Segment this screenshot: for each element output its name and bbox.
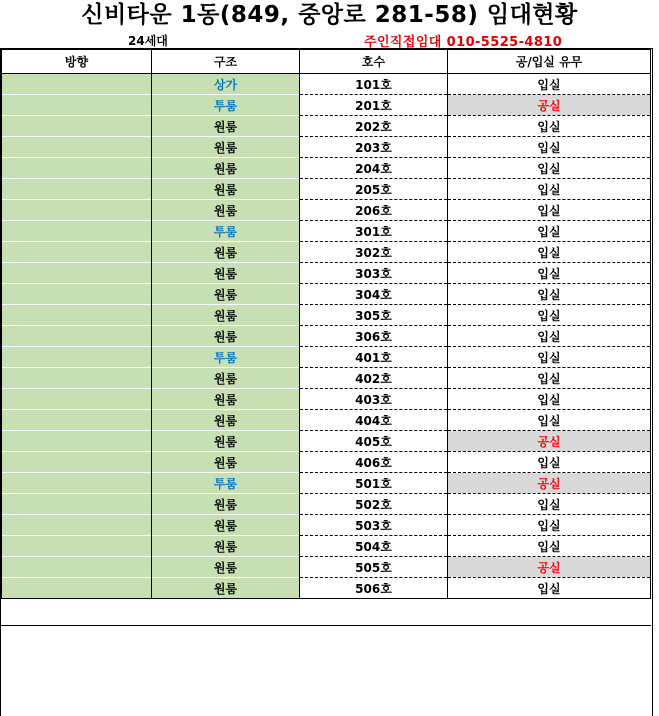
cell-unit[interactable]: 505호 [300, 557, 448, 578]
subtitle-row [0, 30, 659, 48]
cell-direction[interactable] [2, 326, 152, 347]
table-row [2, 473, 651, 494]
table-row [2, 221, 651, 242]
cell-direction[interactable] [2, 389, 152, 410]
table-row [2, 158, 651, 179]
cell-status[interactable]: 입실 [448, 347, 651, 368]
table-row [2, 557, 651, 578]
cell-direction[interactable] [2, 284, 152, 305]
cell-unit[interactable]: 506호 [300, 578, 448, 599]
header-direction: 방향 [2, 50, 152, 74]
cell-structure[interactable]: 원룸 [152, 116, 300, 137]
cell-unit[interactable]: 405호 [300, 431, 448, 452]
cell-direction[interactable] [2, 368, 152, 389]
cell-structure[interactable]: 원룸 [152, 326, 300, 347]
cell-structure[interactable]: 투룸 [152, 347, 300, 368]
table-row [2, 137, 651, 158]
cell-direction[interactable] [2, 116, 152, 137]
table-row [2, 326, 651, 347]
cell-unit[interactable]: 504호 [300, 536, 448, 557]
header-structure: 구조 [152, 50, 300, 74]
cell-direction[interactable] [2, 263, 152, 284]
cell-direction[interactable] [2, 536, 152, 557]
cell-status[interactable]: 입실 [448, 326, 651, 347]
cell-unit[interactable]: 306호 [300, 326, 448, 347]
cell-structure[interactable]: 원룸 [152, 515, 300, 536]
cell-unit[interactable]: 501호 [300, 473, 448, 494]
cell-unit[interactable]: 301호 [300, 221, 448, 242]
table-row [2, 368, 651, 389]
cell-status[interactable]: 입실 [448, 515, 651, 536]
cell-status[interactable]: 입실 [448, 536, 651, 557]
cell-structure[interactable]: 원룸 [152, 410, 300, 431]
cell-direction[interactable] [2, 221, 152, 242]
cell-structure[interactable]: 원룸 [152, 284, 300, 305]
cell-status[interactable]: 입실 [448, 200, 651, 221]
spreadsheet-area [0, 48, 653, 716]
cell-structure[interactable]: 원룸 [152, 200, 300, 221]
header-unit: 호수 [300, 50, 448, 74]
cell-unit[interactable]: 502호 [300, 494, 448, 515]
cell-unit[interactable]: 303호 [300, 263, 448, 284]
cell-unit[interactable]: 201호 [300, 95, 448, 116]
cell-direction[interactable] [2, 347, 152, 368]
table-row [2, 410, 651, 431]
cell-status[interactable]: 입실 [448, 410, 651, 431]
cell-structure[interactable]: 원룸 [152, 158, 300, 179]
table-row [2, 284, 651, 305]
cell-status[interactable]: 입실 [448, 389, 651, 410]
units-count: 24세대 [128, 34, 168, 48]
cell-unit[interactable]: 403호 [300, 389, 448, 410]
table-row [2, 200, 651, 221]
cell-unit[interactable]: 503호 [300, 515, 448, 536]
cell-status[interactable]: 입실 [448, 74, 651, 95]
cell-direction[interactable] [2, 494, 152, 515]
cell-structure[interactable]: 원룸 [152, 305, 300, 326]
cell-status[interactable]: 입실 [448, 158, 651, 179]
cell-status[interactable]: 입실 [448, 284, 651, 305]
cell-unit[interactable]: 302호 [300, 242, 448, 263]
cell-unit[interactable]: 101호 [300, 74, 448, 95]
cell-structure[interactable]: 원룸 [152, 431, 300, 452]
cell-status[interactable]: 입실 [448, 494, 651, 515]
cell-structure[interactable]: 원룸 [152, 389, 300, 410]
cell-direction[interactable] [2, 452, 152, 473]
cell-direction[interactable] [2, 74, 152, 95]
cell-status[interactable]: 공실 [448, 557, 651, 578]
cell-unit[interactable]: 203호 [300, 137, 448, 158]
cell-status[interactable]: 입실 [448, 452, 651, 473]
cell-status[interactable]: 입실 [448, 305, 651, 326]
cell-structure[interactable]: 원룸 [152, 452, 300, 473]
table-body [2, 74, 651, 599]
cell-direction[interactable] [2, 515, 152, 536]
cell-unit[interactable]: 204호 [300, 158, 448, 179]
table-row [2, 74, 651, 95]
cell-direction[interactable] [2, 137, 152, 158]
table-row [2, 515, 651, 536]
cell-structure[interactable]: 원룸 [152, 263, 300, 284]
cell-unit[interactable]: 205호 [300, 179, 448, 200]
cell-unit[interactable]: 202호 [300, 116, 448, 137]
rental-status-table [1, 49, 651, 599]
cell-unit[interactable]: 401호 [300, 347, 448, 368]
cell-structure[interactable]: 원룸 [152, 578, 300, 599]
table-row [2, 179, 651, 200]
table-row [2, 116, 651, 137]
cell-unit[interactable]: 305호 [300, 305, 448, 326]
table-row [2, 305, 651, 326]
cell-status[interactable]: 공실 [448, 95, 651, 116]
table-row [2, 95, 651, 116]
cell-direction[interactable] [2, 200, 152, 221]
cell-structure[interactable]: 투룸 [152, 473, 300, 494]
page-title: 신비타운 1동(849, 중앙로 281-58) 임대현황 [81, 2, 578, 28]
cell-status[interactable]: 입실 [448, 179, 651, 200]
cell-status[interactable]: 공실 [448, 473, 651, 494]
cell-direction[interactable] [2, 179, 152, 200]
cell-direction[interactable] [2, 410, 152, 431]
cell-status[interactable]: 입실 [448, 137, 651, 158]
cell-status[interactable]: 입실 [448, 263, 651, 284]
table-row [2, 242, 651, 263]
cell-status[interactable]: 입실 [448, 116, 651, 137]
cell-direction[interactable] [2, 473, 152, 494]
header-status: 공/입실 유무 [448, 50, 651, 74]
cell-structure[interactable]: 원룸 [152, 179, 300, 200]
cell-direction[interactable] [2, 305, 152, 326]
cell-structure[interactable]: 원룸 [152, 494, 300, 515]
owner-contact: 주인직접임대 010-5525-4810 [364, 35, 563, 50]
cell-structure[interactable]: 원룸 [152, 557, 300, 578]
cell-direction[interactable] [2, 557, 152, 578]
cell-direction[interactable] [2, 242, 152, 263]
table-row [2, 431, 651, 452]
table-row [2, 389, 651, 410]
cell-structure[interactable]: 원룸 [152, 368, 300, 389]
cell-status[interactable]: 공실 [448, 431, 651, 452]
cell-structure[interactable]: 상가 [152, 74, 300, 95]
table-row [2, 494, 651, 515]
cell-structure[interactable]: 원룸 [152, 536, 300, 557]
table-header-row [2, 50, 651, 74]
cell-unit[interactable]: 404호 [300, 410, 448, 431]
cell-status[interactable]: 입실 [448, 242, 651, 263]
cell-direction[interactable] [2, 95, 152, 116]
sheet-divider [1, 625, 651, 626]
cell-structure[interactable]: 원룸 [152, 242, 300, 263]
cell-unit[interactable]: 406호 [300, 452, 448, 473]
cell-structure[interactable]: 투룸 [152, 95, 300, 116]
table-row [2, 263, 651, 284]
cell-structure[interactable]: 원룸 [152, 137, 300, 158]
cell-structure[interactable]: 투룸 [152, 221, 300, 242]
cell-direction[interactable] [2, 158, 152, 179]
table-row [2, 452, 651, 473]
table-row [2, 347, 651, 368]
table-row [2, 536, 651, 557]
cell-status[interactable]: 입실 [448, 221, 651, 242]
cell-direction[interactable] [2, 578, 152, 599]
cell-unit[interactable]: 304호 [300, 284, 448, 305]
cell-status[interactable]: 입실 [448, 578, 651, 599]
cell-status[interactable]: 입실 [448, 368, 651, 389]
table-row [2, 578, 651, 599]
cell-unit[interactable]: 402호 [300, 368, 448, 389]
cell-unit[interactable]: 206호 [300, 200, 448, 221]
cell-direction[interactable] [2, 431, 152, 452]
